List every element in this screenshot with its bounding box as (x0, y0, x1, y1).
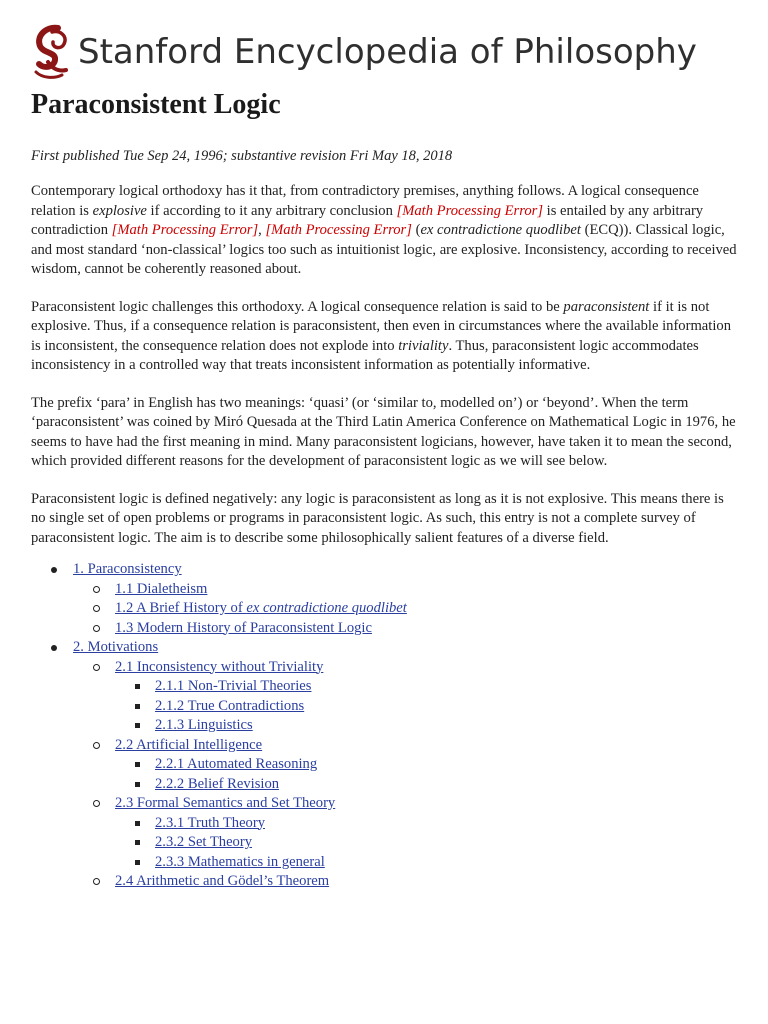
text: is entailed by any arbitrary contradiction (31, 202, 704, 238)
term-paraconsistent: paraconsistent (563, 298, 650, 315)
toc-link[interactable] (115, 873, 329, 889)
toc-link-label: 2.1.2 True Contradictions (155, 697, 305, 714)
bullet-icon (51, 567, 57, 573)
preamble (31, 182, 737, 892)
toc-link-label: 2.2.2 Belief Revision (155, 775, 280, 792)
bullet-icon (135, 840, 140, 845)
toc-link-label: 2.1.1 Non-Trivial Theories (155, 678, 312, 694)
toc-item (31, 677, 737, 697)
toc-link[interactable] (115, 659, 323, 675)
toc-link[interactable] (155, 698, 304, 714)
toc-link-label: 2. Motivations (73, 639, 159, 655)
paragraph-1 (31, 182, 737, 280)
text: Contemporary logical orthodoxy has it that, from contradictory premises, anything follows. A logical consequence relation is (31, 183, 699, 219)
toc-link-label: 1.3 Modern History of Paraconsistent Logic (115, 619, 372, 636)
text: (ECQ)). Classical logic, and most standard ‘non-classical’ logics too such as intuitionist logic, are explosive. Inconsistency, according to received wisdom, cannot be coherently reasoned about. (31, 222, 737, 277)
toc-link[interactable] (73, 639, 158, 655)
toc-link-label: 2.1 Inconsistency without Triviality (115, 658, 324, 675)
bullet-icon (135, 782, 140, 787)
toc-item (31, 853, 737, 873)
toc-item (31, 638, 737, 658)
entry-title: Paraconsistent Logic (31, 89, 281, 120)
toc-link-label: 2.3.2 Set Theory (155, 834, 253, 850)
toc-link-label: 1. Paraconsistency (73, 561, 182, 577)
site-header (28, 22, 697, 82)
bullet-icon (93, 586, 100, 593)
bullet-icon (135, 821, 140, 826)
bullet-icon (135, 762, 140, 767)
toc-link[interactable] (115, 600, 407, 616)
text: if according to it any arbitrary conclusion (146, 202, 397, 219)
sep-logo-icon[interactable] (28, 22, 76, 82)
bullet-icon (93, 800, 100, 807)
text: Paraconsistent logic challenges this orthodoxy. A logical consequence relation is said to be (31, 298, 564, 315)
bullet-icon (135, 860, 140, 865)
bullet-icon (135, 723, 140, 728)
bullet-icon (93, 878, 100, 885)
bullet-icon (93, 742, 100, 749)
toc-item (31, 716, 737, 736)
site-title[interactable]: Stanford Encyclopedia of Philosophy (78, 32, 697, 72)
math-error: [Math Processing Error] (111, 222, 259, 238)
toc-link[interactable] (115, 581, 207, 597)
bullet-icon (93, 664, 100, 671)
toc-item (31, 833, 737, 853)
bullet-icon (93, 605, 100, 612)
toc-item (31, 794, 737, 814)
toc-item (31, 697, 737, 717)
toc-link-label: 2.2.1 Automated Reasoning (155, 756, 318, 772)
term-explosive: explosive (92, 202, 147, 219)
toc-link-label: 2.2 Artificial Intelligence (115, 736, 263, 753)
toc-link-label: 2.4 Arithmetic and Gödel’s Theorem (115, 873, 330, 889)
bullet-icon (51, 645, 57, 651)
math-error: [Math Processing Error] (396, 202, 544, 219)
paragraph-3: The prefix ‘para’ in English has two meanings: ‘quasi’ (or ‘similar to, modelled on’) or ‘beyond’. When the term ‘paraconsistent’ was coined by Miró Quesada at the Third Latin America Conference on Mathematical Logic in 1976, he seems to have had the first meaning in mind. Many paraconsistent logicians, however, have taken it to mean the second, which provided different reasons for the development of paraconsistent logic as we will see below. (31, 394, 736, 469)
toc-link-label: 1.2 A Brief History of (115, 600, 247, 616)
toc-link[interactable] (155, 756, 317, 772)
math-error: [Math Processing Error] (265, 222, 412, 238)
toc-link[interactable] (155, 854, 325, 870)
toc-link[interactable] (115, 737, 262, 753)
text: ( (411, 222, 421, 238)
paragraph-4: Paraconsistent logic is defined negatively: any logic is paraconsistent as long as it is not explosive. This means there is no single set of open problems or programs in paraconsistent logic. As such, this entry is not a complete survey of paraconsistent logic. The aim is to describe some philosophically salient features of a diverse field. (31, 490, 724, 546)
publication-info: First published Tue Sep 24, 1996; substantive revision Fri May 18, 2018 (31, 148, 453, 164)
toc-link[interactable] (115, 620, 372, 636)
toc-item (31, 755, 737, 775)
toc-item (31, 814, 737, 834)
text: if it is not explosive. Thus, if a consequence relation is paraconsistent, then even in circumstances where the available information is inconsistent, the consequence relation does not explode into (31, 298, 731, 354)
toc-link-label: 2.3.1 Truth Theory (155, 814, 266, 831)
toc-link-label: 2.3 Formal Semantics and Set Theory (115, 795, 336, 811)
bullet-icon (135, 684, 140, 689)
toc-item (31, 872, 737, 892)
bullet-icon (93, 625, 100, 632)
toc-link[interactable] (155, 815, 265, 831)
toc-link[interactable] (115, 795, 335, 811)
toc-item (31, 736, 737, 756)
text: . Thus, paraconsistent logic accommodates inconsistency in a controlled way that treats inconsistent information as potentially informative. (31, 337, 699, 373)
toc-link[interactable] (155, 776, 279, 792)
toc-link-label: 1.1 Dialetheism (115, 580, 208, 597)
toc-item (31, 560, 737, 580)
toc-link[interactable] (73, 561, 182, 577)
toc-link-emphasis: ex contradictione quodlibet (246, 600, 407, 616)
toc-item (31, 775, 737, 795)
toc-item (31, 658, 737, 678)
toc-item (31, 619, 737, 639)
paragraph-2 (31, 298, 737, 376)
term-triviality: triviality (398, 337, 449, 354)
toc-item (31, 580, 737, 600)
toc-link[interactable] (155, 834, 252, 850)
toc-link[interactable] (155, 678, 311, 694)
toc-link-label: 2.3.3 Mathematics in general (155, 853, 325, 870)
term-ecq: ex contradictione quodlibet (420, 222, 581, 238)
text: , (258, 222, 266, 238)
bullet-icon (135, 704, 140, 709)
toc-link-label: 2.1.3 Linguistics (155, 717, 253, 733)
toc-item (31, 599, 737, 619)
table-of-contents (31, 560, 737, 892)
toc-link[interactable] (155, 717, 253, 733)
